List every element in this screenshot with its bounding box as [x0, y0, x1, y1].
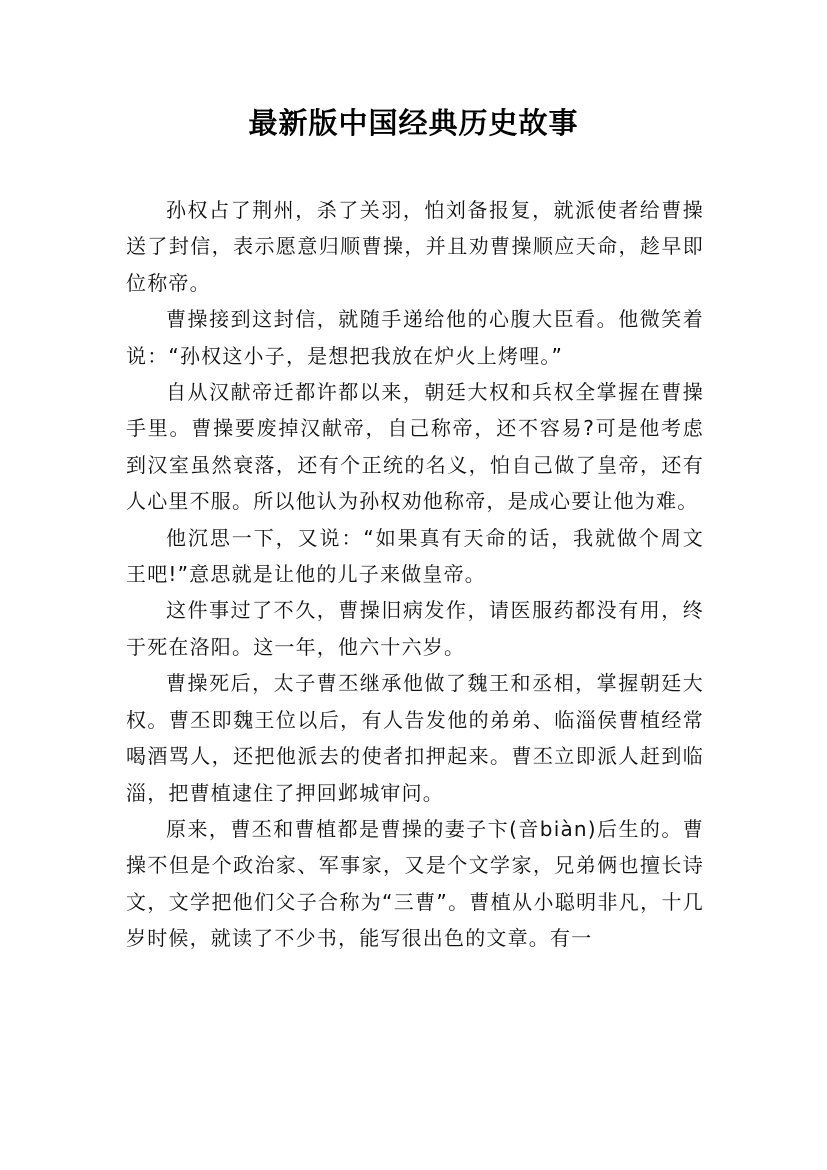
paragraph: 孙权占了荆州，杀了关羽，怕刘备报复，就派使者给曹操送了封信，表示愿意归顺曹操，并且劝曹操顺应天命，趁早即位称帝。 — [126, 198, 704, 295]
paragraph: 曹操接到这封信，就随手递给他的心腹大臣看。他微笑着说：“孙权这小子，是想把我放在炉火上烤哩。” — [126, 307, 704, 368]
paragraph: 原来，曹丕和曹植都是曹操的妻子卞(音biàn)后生的。曹操不但是个政治家、军事家，又是个文学家，兄弟俩也擅长诗文，文学把他们父子合称为“三曹”。曹植从小聪明非凡，十几岁时候，就读了不少书，能写很出色的文章。有一 — [126, 816, 704, 951]
paragraph: 这件事过了不久，曹操旧病发作，请医服药都没有用，终于死在洛阳。这一年，他六十六岁。 — [126, 598, 704, 659]
paragraph: 他沉思一下，又说：“如果真有天命的话，我就做个周文王吧!”意思就是让他的儿子来做皇帝。 — [126, 525, 704, 587]
paragraph: 自从汉献帝迁都许都以来，朝廷大权和兵权全掌握在曹操手里。曹操要废掉汉献帝，自己称帝，还不容易?可是他考虑到汉室虽然衰落，还有个正统的名义，怕自己做了皇帝，还有人心里不服。所以他认为孙权劝他称帝，是成心要让他为难。 — [126, 380, 704, 514]
document-body — [126, 192, 704, 957]
document-title: 最新版中国经典历史故事 — [248, 106, 579, 140]
paragraph: 曹操死后，太子曹丕继承他做了魏王和丞相，掌握朝廷大权。曹丕即魏王位以后，有人告发他的弟弟、临淄侯曹植经常喝酒骂人，还把他派去的使者扣押起来。曹丕立即派人赶到临淄，把曹植逮住了押回邺城审问。 — [126, 671, 704, 805]
